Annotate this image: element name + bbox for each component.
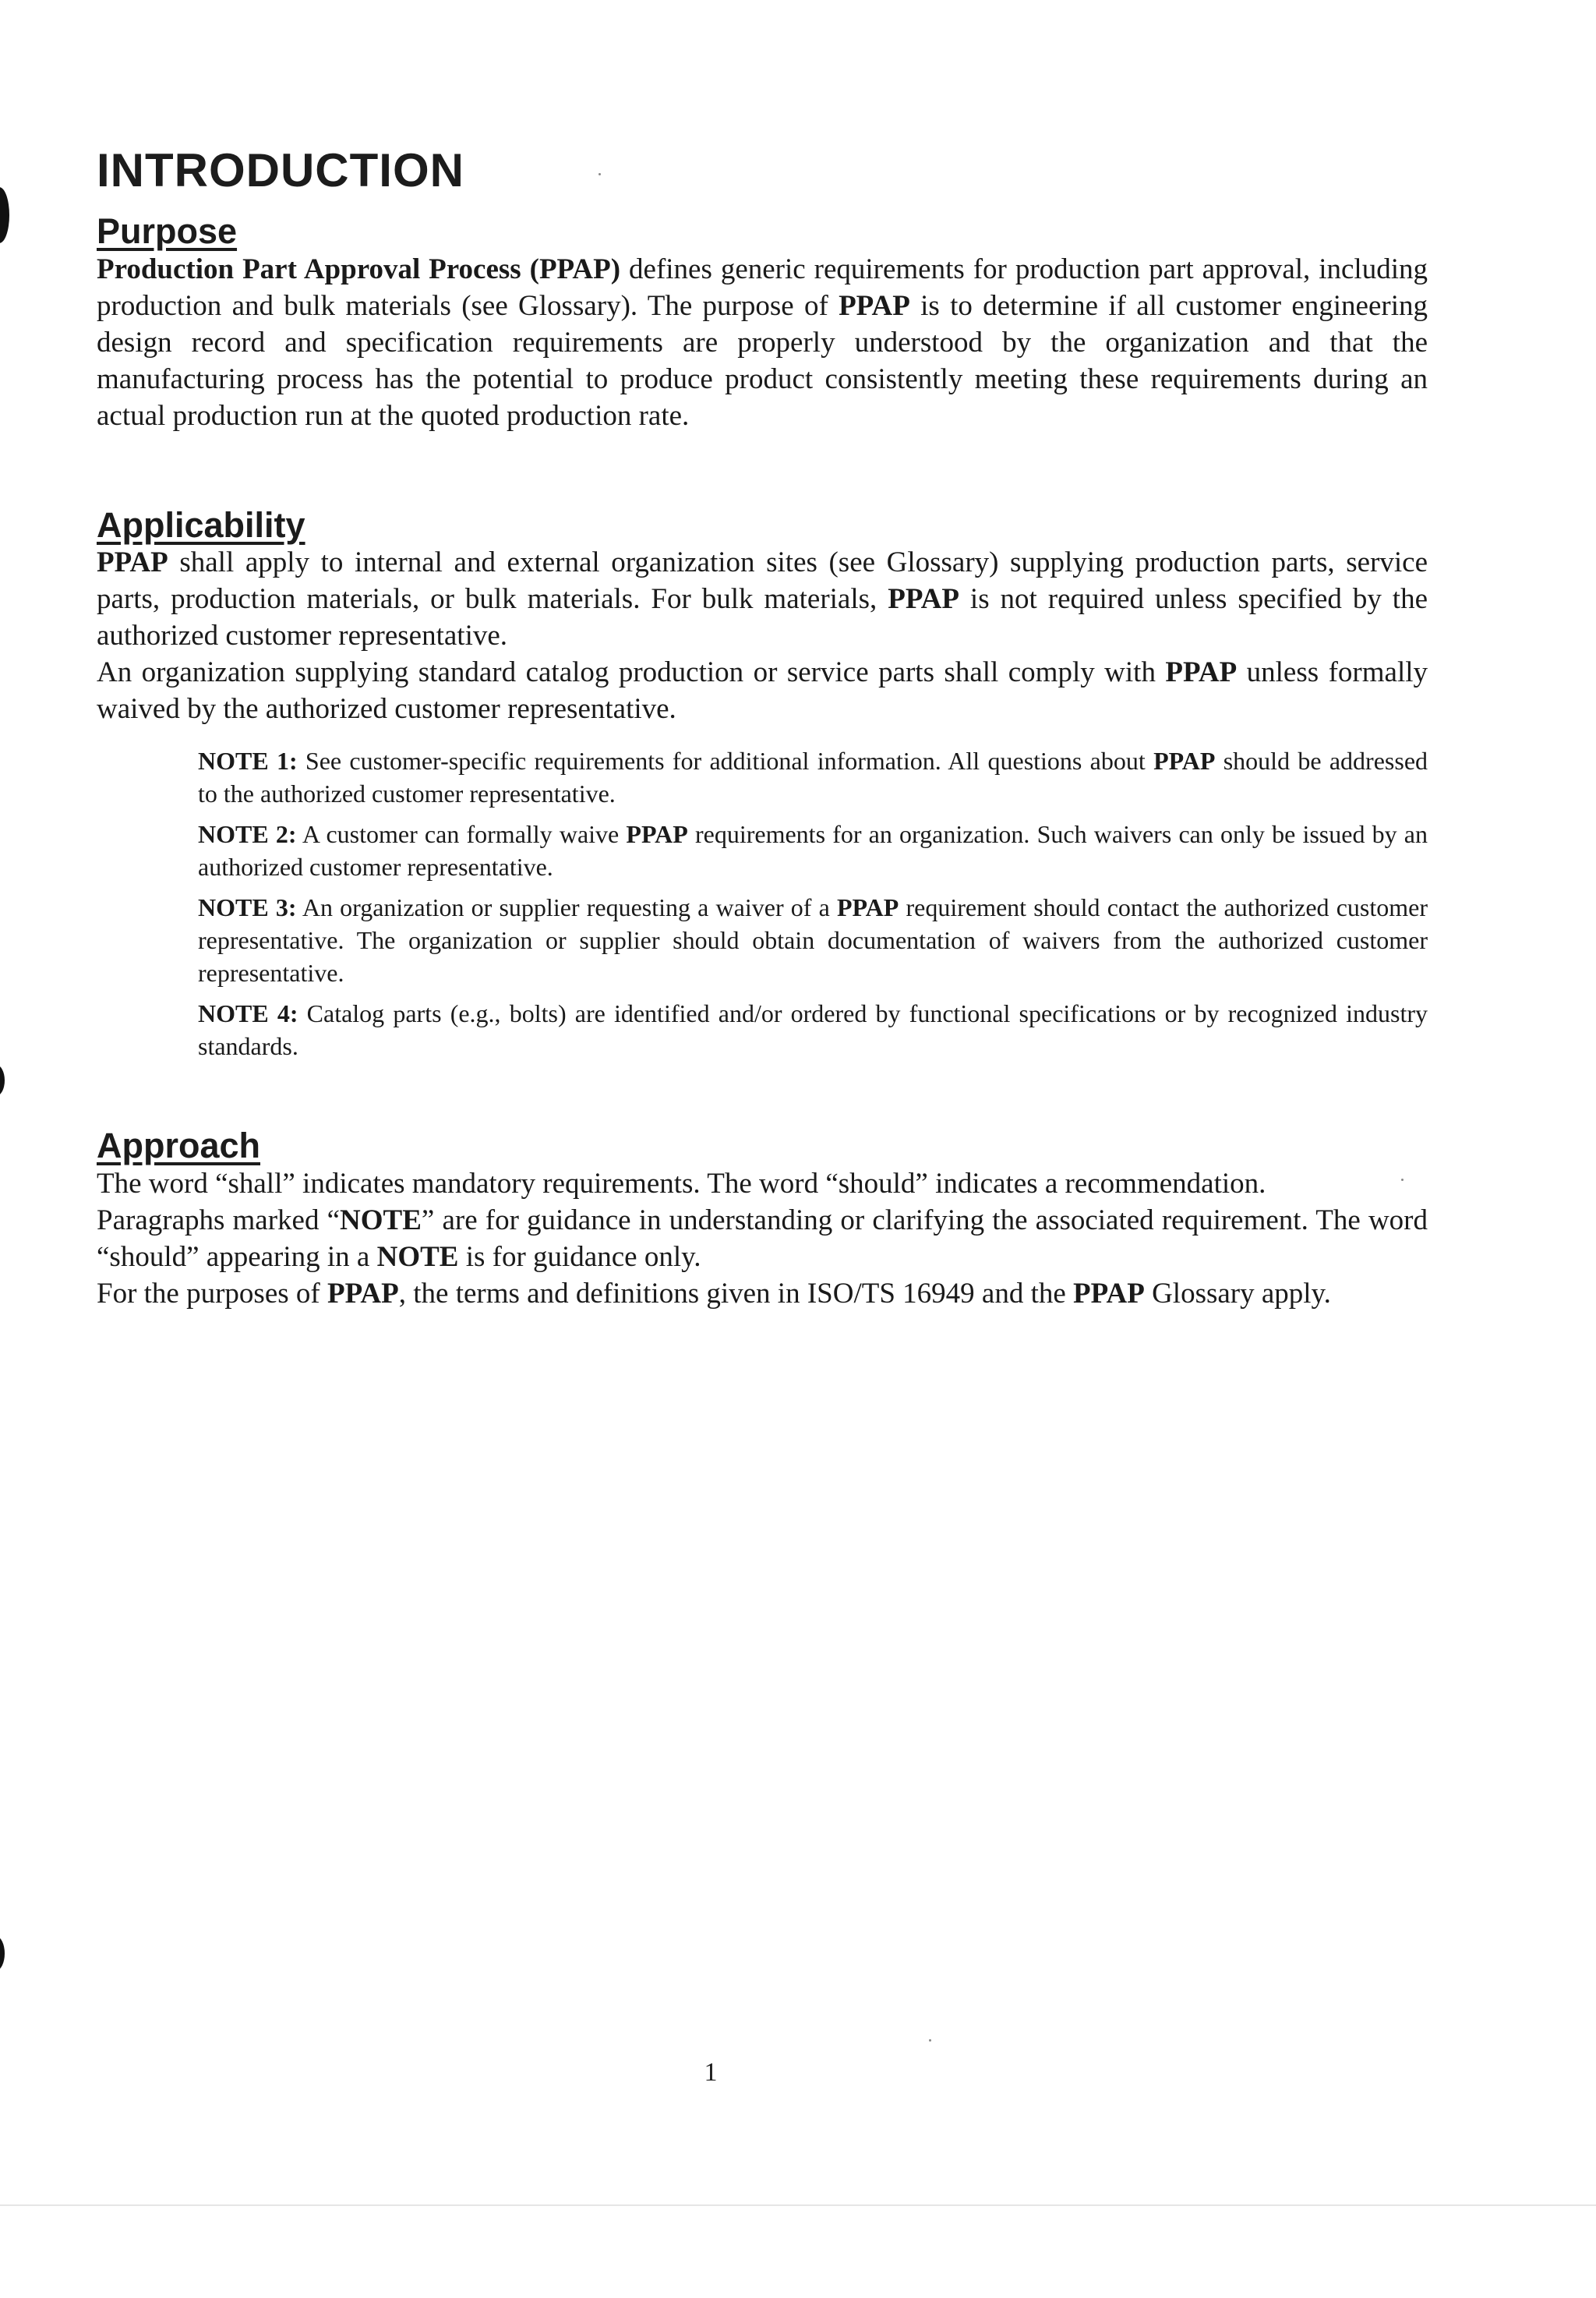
bold-text-run: PPAP (888, 583, 959, 615)
text-run: Paragraphs marked “ (97, 1204, 341, 1236)
text-run: should be addressed to the authorized customer representative. (198, 747, 1428, 808)
purpose-paragraph (97, 251, 1428, 434)
text-run: shall apply to internal and external organization sites (see Glossary) supplying production parts, service parts, production materials, or bulk materials. For bulk materials, (97, 546, 1428, 615)
approach-paragraph-1 (97, 1165, 1428, 1202)
text-run: requirement should contact the authorized customer representative. The organization or supplier should obtain documentation of waivers from the authorized customer representative. (198, 893, 1428, 987)
bold-text-run: PPAP (626, 820, 688, 848)
note-2 (198, 818, 1428, 883)
bold-text-run: PPAP (1165, 656, 1238, 688)
text-run: requirements for an organization. Such waivers can only be issued by an authorized customer representative. (198, 820, 1428, 881)
applicability-heading: Applicability (97, 504, 305, 545)
text-run: A customer can formally waive (296, 820, 627, 848)
bold-text-run: NOTE 3: (198, 893, 297, 921)
applicability-paragraph-2 (97, 654, 1428, 727)
text-run: defines generic requirements for production part approval, including production and bulk materials (see Glossary). The purpose of (97, 253, 1428, 322)
notes-list (198, 744, 1428, 1062)
bold-text-run: NOTE (340, 1204, 422, 1236)
approach-heading: Approach (97, 1126, 261, 1165)
note-4 (198, 997, 1428, 1062)
text-run: An organization supplying standard catalog production or service parts shall comply with (97, 656, 1166, 688)
page-number: 1 (704, 2058, 718, 2087)
bold-text-run: NOTE (376, 1240, 459, 1273)
note-3 (198, 891, 1428, 989)
bold-text-run: Production Part Approval Process (PPAP) (97, 253, 621, 285)
scan-speck (929, 2039, 931, 2042)
bold-text-run: PPAP (1073, 1277, 1145, 1310)
text-run: For the purposes of (97, 1277, 327, 1310)
text-run: An organization or supplier requesting a waiver of a (296, 893, 837, 921)
text-run: is not required unless specified by the authorized customer representative. (97, 583, 1428, 652)
bold-text-run: NOTE 4: (198, 999, 298, 1027)
note-1 (198, 744, 1428, 810)
scan-hole-mark (0, 1936, 5, 1971)
text-run: See customer-specific requirements for additional information. All questions about (297, 747, 1154, 775)
bold-text-run: PPAP (97, 546, 168, 578)
document-content (97, 145, 1428, 1312)
bold-text-run: PPAP (836, 893, 899, 921)
approach-paragraph-2 (97, 1202, 1428, 1275)
text-run: is for guidance only. (458, 1240, 701, 1273)
text-run: is to determine if all customer engineering design record and specification requirements are properly understood by the organization and that the manufacturing process has the potential to produce product consistently meeting these requirements during an actual production run at the quoted production rate. (97, 289, 1428, 432)
text-run: unless formally waived by the authorized customer representative. (97, 656, 1428, 725)
bold-text-run: NOTE 1: (198, 747, 298, 775)
bold-text-run: PPAP (839, 289, 910, 322)
scan-hole-mark (0, 1065, 5, 1096)
text-run: Catalog parts (e.g., bolts) are identified and/or ordered by functional specifications or by recognized industry standards. (198, 999, 1428, 1060)
purpose-heading: Purpose (97, 211, 238, 251)
text-run: The word “shall” indicates mandatory requirements. The word “should” indicates a recommendation. (97, 1167, 1266, 1200)
page-title: INTRODUCTION (97, 144, 464, 196)
applicability-paragraph-1 (97, 544, 1428, 654)
scan-hole-mark (0, 187, 9, 243)
scan-edge-line (0, 2204, 1596, 2206)
bold-text-run: PPAP (1153, 747, 1216, 775)
bold-text-run: PPAP (327, 1277, 399, 1310)
text-run: ” are for guidance in understanding or clarifying the associated requirement. The word “should” appearing in a (97, 1204, 1428, 1273)
bold-text-run: NOTE 2: (198, 820, 297, 848)
approach-paragraph-3 (97, 1275, 1428, 1312)
text-run: , the terms and definitions given in ISO/TS 16949 and the (398, 1277, 1074, 1310)
text-run: Glossary apply. (1144, 1277, 1331, 1310)
